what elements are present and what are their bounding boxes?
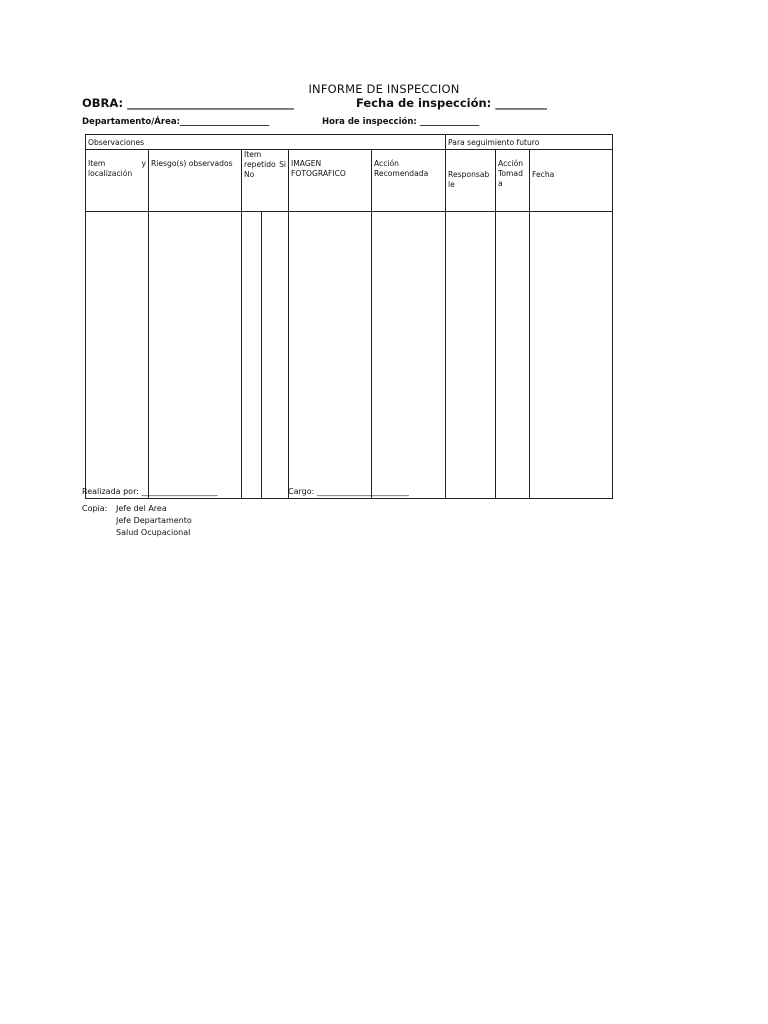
page-title: INFORME DE INSPECCION bbox=[308, 82, 460, 96]
hora-inspeccion-field: Hora de inspección: ______________ bbox=[322, 117, 480, 127]
obra-field: OBRA: _____________________________ bbox=[82, 96, 294, 110]
copia-item: Salud Ocupacional bbox=[116, 528, 191, 537]
cell-riesgos bbox=[149, 212, 242, 499]
seguimiento-section-header: Para seguimiento futuro bbox=[446, 135, 613, 150]
copia-item: Jefe del Area bbox=[116, 504, 167, 513]
col-accion-tomada: Acción Tomad a bbox=[496, 150, 530, 212]
cell-accion-tomada bbox=[496, 212, 530, 499]
col-imagen-fotografico: IMAGEN FOTOGRAFICO bbox=[289, 150, 372, 212]
cell-imagen bbox=[289, 212, 372, 499]
cell-no bbox=[262, 212, 289, 499]
copia-item: Jefe Departamento bbox=[116, 516, 192, 525]
cargo-field: Cargo: _______________________ bbox=[288, 487, 409, 496]
cell-si bbox=[242, 212, 262, 499]
table-header-row bbox=[86, 150, 613, 212]
col-fecha: Fecha bbox=[530, 150, 613, 212]
fecha-inspeccion-field: Fecha de inspección: _________ bbox=[356, 96, 548, 110]
realizada-por-field: Realizada por: ___________________ bbox=[82, 487, 218, 496]
col-item-localizacion: Item y localización bbox=[86, 150, 149, 212]
departamento-area-field: Departamento/Área:_____________________ bbox=[82, 117, 270, 127]
observaciones-section-header: Observaciones bbox=[86, 135, 446, 150]
col-riesgos: Riesgo(s) observados bbox=[149, 150, 242, 212]
col-item-repetido: Item repetido Si No bbox=[242, 150, 289, 212]
col-responsable: Responsab le bbox=[446, 150, 496, 212]
cell-fecha bbox=[530, 212, 613, 499]
copia-label: Copia: bbox=[82, 504, 108, 513]
col-accion-recomendada: Acción Recomendada bbox=[372, 150, 446, 212]
cell-item-localizacion bbox=[86, 212, 149, 499]
cell-accion-recomendada bbox=[372, 212, 446, 499]
table-row bbox=[86, 212, 613, 499]
cell-responsable bbox=[446, 212, 496, 499]
inspection-table bbox=[85, 134, 613, 499]
